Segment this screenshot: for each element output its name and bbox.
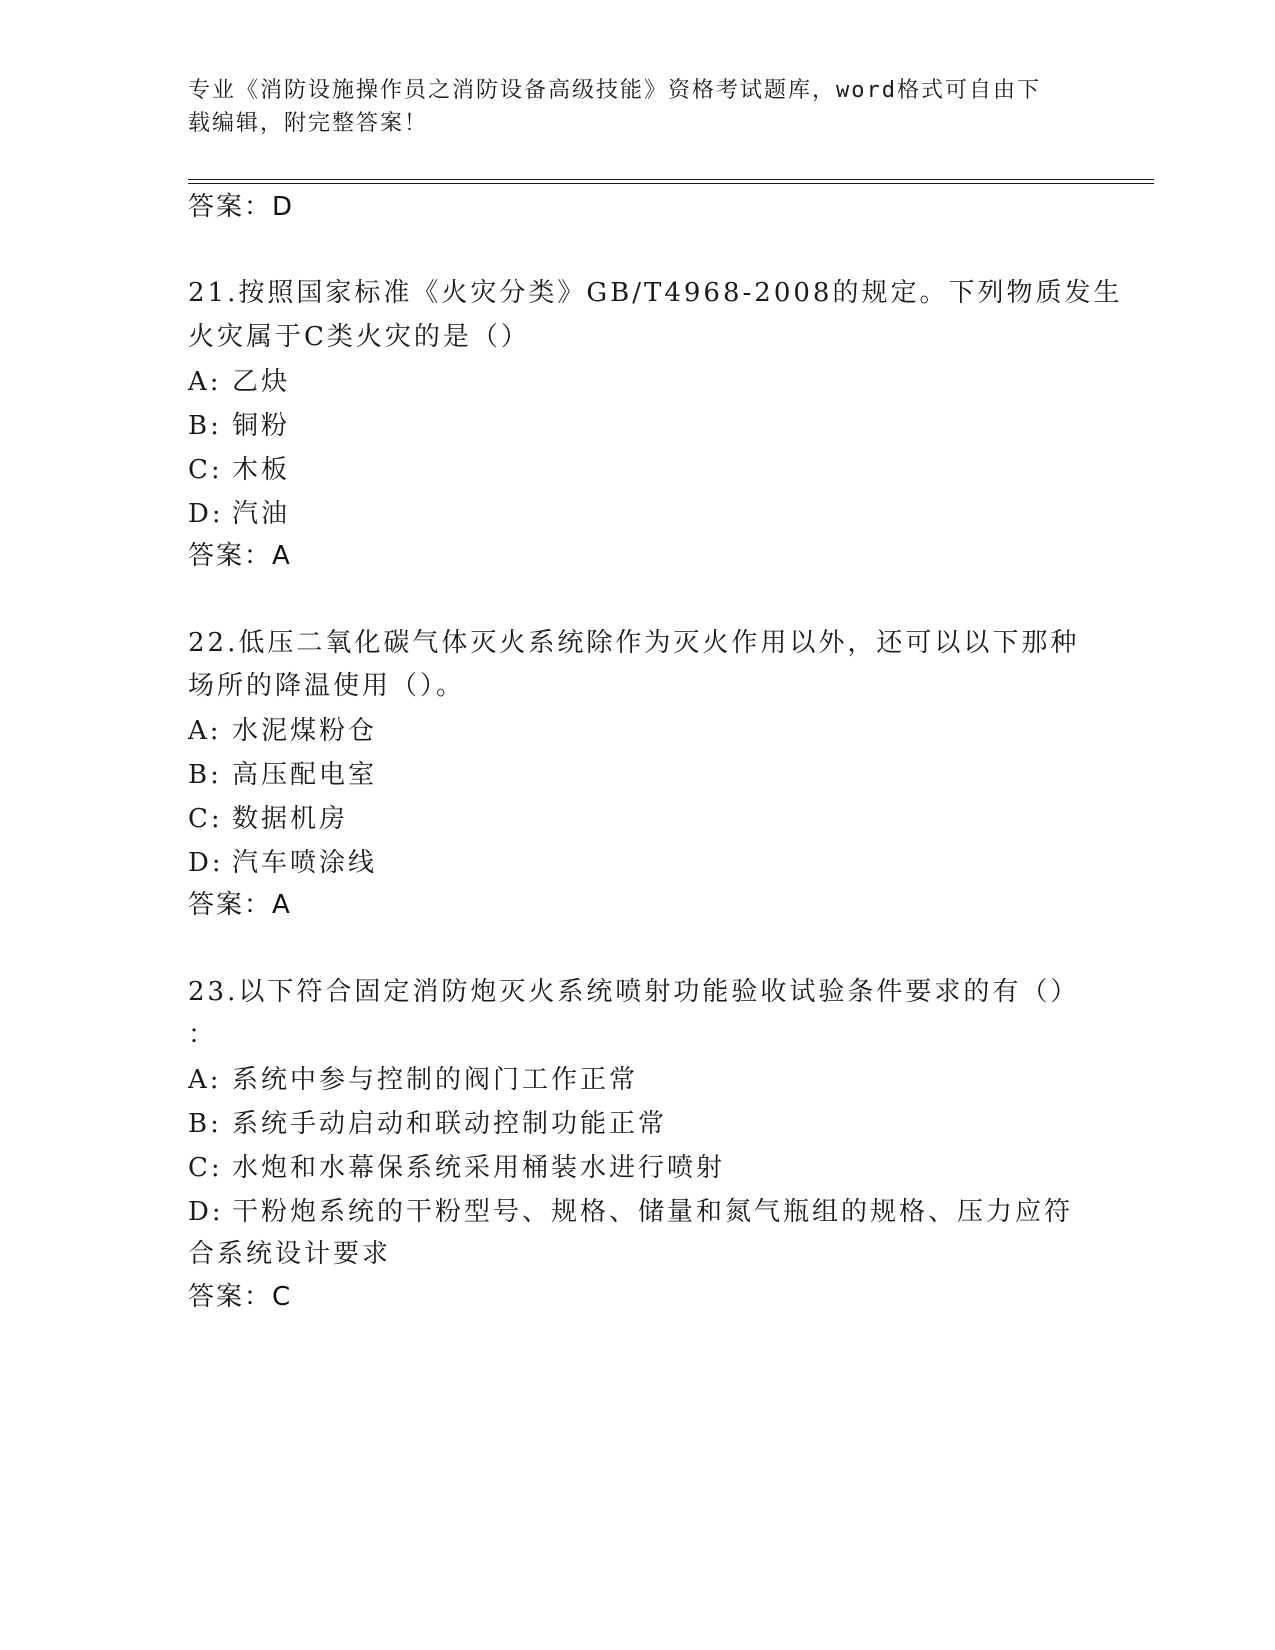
option-key: C: <box>188 455 223 485</box>
question-22-answer: 答案：A <box>188 890 292 920</box>
question-23-option-d <box>188 1191 1073 1228</box>
option-key: D: <box>188 1197 224 1227</box>
option-key: A: <box>188 1065 222 1095</box>
question-21-option-c <box>188 449 290 486</box>
question-23-stem-line-2: ： <box>188 1020 218 1050</box>
question-23-option-d-continuation: 合系统设计要求 <box>188 1239 392 1269</box>
option-text: 数据机房 <box>232 804 349 834</box>
option-text: 汽车喷涂线 <box>232 848 378 878</box>
question-21-option-d <box>188 493 290 530</box>
question-22-option-d <box>188 842 377 879</box>
option-key: B: <box>188 1109 222 1139</box>
option-key: C: <box>188 804 223 834</box>
option-text: 系统中参与控制的阀门工作正常 <box>232 1065 639 1095</box>
option-key: A: <box>188 716 222 746</box>
option-text: 乙炔 <box>232 367 291 397</box>
question-22-option-b <box>188 754 377 791</box>
question-22-stem-line-2: 场所的降温使用（）。 <box>188 671 466 701</box>
question-23-answer: 答案：C <box>188 1282 293 1312</box>
question-22-option-c <box>188 798 348 835</box>
option-text: 高压配电室 <box>232 760 378 790</box>
question-23-option-a <box>188 1059 638 1096</box>
question-22-stem-line-1: 22.低压二氧化碳气体灭火系统除作为灭火作用以外，还可以以下那种 <box>188 628 1080 658</box>
previous-answer: 答案：D <box>188 192 295 222</box>
header-divider-top <box>188 179 1154 180</box>
question-21-option-b <box>188 405 290 442</box>
option-key: C: <box>188 1153 223 1183</box>
option-text: 汽油 <box>232 499 291 529</box>
document-header <box>188 74 1078 140</box>
option-key: A: <box>188 367 222 397</box>
option-text: 干粉炮系统的干粉型号、规格、储量和氮气瓶组的规格、压力应符 <box>232 1197 1074 1227</box>
question-23-option-b <box>188 1103 667 1140</box>
option-key: B: <box>188 411 222 441</box>
option-text: 木板 <box>232 455 291 485</box>
option-key: D: <box>188 499 224 529</box>
option-key: B: <box>188 760 222 790</box>
header-line-1: 专业《消防设施操作员之消防设备高级技能》资格考试题库，word格式可自由下 <box>188 78 1041 103</box>
question-21-answer: 答案：A <box>188 541 292 571</box>
question-21-option-a <box>188 361 290 398</box>
question-23-stem-line-1: 23.以下符合固定消防炮灭火系统喷射功能验收试验条件要求的有（） <box>188 977 1080 1007</box>
question-23-option-c <box>188 1147 725 1184</box>
option-text: 水泥煤粉仓 <box>232 716 378 746</box>
option-text: 铜粉 <box>232 411 291 441</box>
question-21-stem-line-1: 21.按照国家标准《火灾分类》GB/T4968-2008的规定。下列物质发生 <box>188 278 1123 308</box>
option-text: 水炮和水幕保系统采用桶装水进行喷射 <box>232 1153 726 1183</box>
header-line-2: 载编辑，附完整答案！ <box>188 111 429 136</box>
question-21-stem-line-2: 火灾属于C类火灾的是（） <box>188 322 530 352</box>
option-text: 系统手动启动和联动控制功能正常 <box>232 1109 668 1139</box>
option-key: D: <box>188 848 224 878</box>
header-divider-bottom <box>188 183 1154 184</box>
question-22-option-a <box>188 710 377 747</box>
